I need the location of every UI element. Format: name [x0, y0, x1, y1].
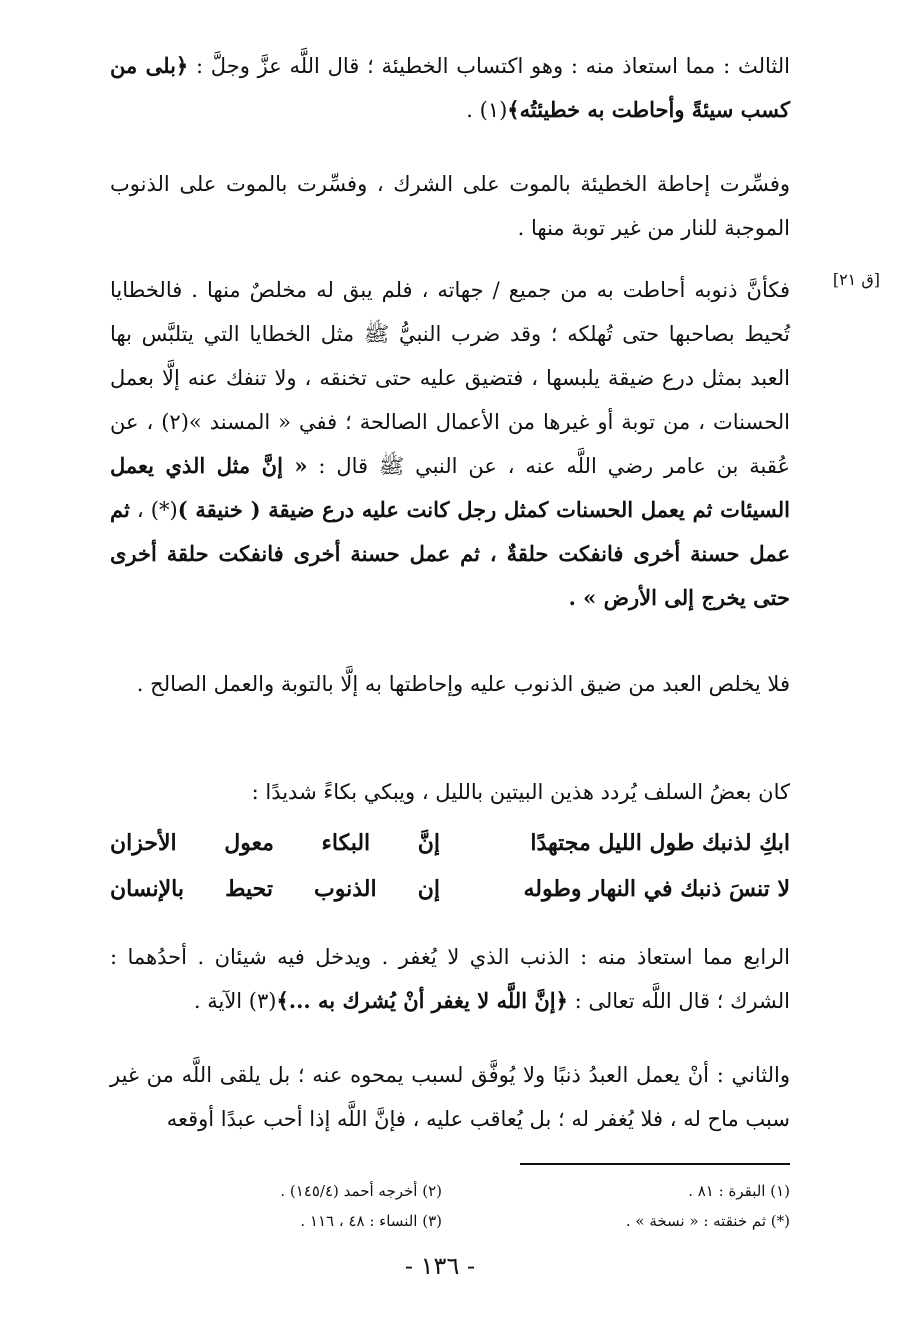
footnote-divider [520, 1163, 790, 1165]
paragraph-text: الثالث : مما استعاذ منه : وهو اكتساب الخطيئة ؛ قال اللَّه عزَّ وجلَّ : [188, 54, 790, 78]
hadith-quote-continued: ثم عمل حسنة أخرى فانفكت حلقةٌ ، ثم عمل حسنة أخرى فانفكت حلقة أخرى حتى يخرج إلى الأرض » . [110, 497, 790, 610]
quran-quote: ﴿إنَّ اللَّه لا يغفر أنْ يُشرك به ...﴾ [276, 988, 568, 1013]
footnote-reference: (*) ، [129, 498, 178, 522]
poem-verse [110, 830, 790, 874]
footnote-2: (٢) أخرجه أحمد (١٤٥/٤) . [280, 1182, 442, 1200]
verse-first-hemistich: ابكِ لذنبك طول الليل مجتهدًا [530, 830, 790, 856]
verse-first-hemistich: لا تنسَ ذنبك في النهار وطوله [523, 876, 790, 902]
manuscript-folio-marker: [ق ٢١] [832, 270, 880, 289]
hadith-quote: « إنَّ مثل الذي يعمل السيئات ثم يعمل الحسنات كمثل رجل كانت عليه درع ضيقة ( خنيقة ) [110, 453, 790, 522]
paragraph-explanation: وفسِّرت إحاطة الخطيئة بالموت على الشرك ، وفسِّرت بالموت على الذنوب الموجبة للنار من غير توبة منها . [110, 172, 790, 240]
footnote-star: (*) ثم خنقته : « نسخة » . [625, 1212, 790, 1230]
quran-quote: ﴿بلى من كسب سيئةً وأحاطت به خطيئتُه﴾ [110, 53, 790, 122]
footnote-reference: (١) . [466, 98, 508, 122]
paragraph-third-matter [110, 44, 790, 132]
footnote-3: (٣) النساء : ٤٨ ، ١١٦ . [300, 1212, 442, 1230]
verse-second-hemistich: إنَّ البكاء معول الأحزان [110, 830, 440, 856]
paragraph-conclusion: فلا يخلص العبد من ضيق الذنوب عليه وإحاطتها به إلَّا بالتوبة والعمل الصالح . [136, 672, 790, 696]
paragraph-fourth-matter [110, 935, 790, 1023]
page-number: - ١٣٦ - [404, 1252, 476, 1280]
paragraph-hadith [110, 268, 790, 620]
paragraph-text: الرابع مما استعاذ منه : الذنب الذي لا يُغفر . ويدخل فيه شيئان . أحدُهما : الشرك ؛ قال اللَّه تعالى : [110, 945, 790, 1013]
paragraph-second-type: والثاني : أنْ يعمل العبدُ ذنبًا ولا يُوفَّق لسبب يمحوه عنه ؛ بل يلقى اللَّه من غير سبب ماح له ، فلا يُغفر له ؛ بل يُعاقب عليه ، فإنَّ اللَّه إذا أحب عبدًا أوقعه [110, 1063, 790, 1131]
paragraph-poem-intro: كان بعضُ السلف يُردد هذين البيتين بالليل ، ويبكي بكاءً شديدًا : [251, 780, 790, 804]
verse-second-hemistich: إن الذنوب تحيط بالإنسان [110, 876, 440, 902]
poem-verse [110, 876, 790, 920]
footnote-1: (١) البقرة : ٨١ . [688, 1182, 790, 1200]
footnote-reference: (٣) الآية . [193, 989, 277, 1013]
paragraph-text: فكأنَّ ذنوبه أحاطت به من جميع / جهاته ، فلم يبق له مخلصٌ منها . فالخطايا تُحيط بصاحبها حتى تُهلكه ؛ وقد ضرب النبيُّ ﷺ مثل الخطايا التي يتلبَّس بها العبد بمثل درع ضيقة يلبسها ، فتضيق عليه حتى تخنقه ، ولا تنفك عنه إلَّا بعمل الحسنات ، من توبة أو غيرها من الأعمال الصالحة ؛ ففي « المسند »(٢) ، عن عُقبة بن عامر رضي اللَّه عنه ، عن النبي ﷺ قال : [110, 278, 791, 478]
